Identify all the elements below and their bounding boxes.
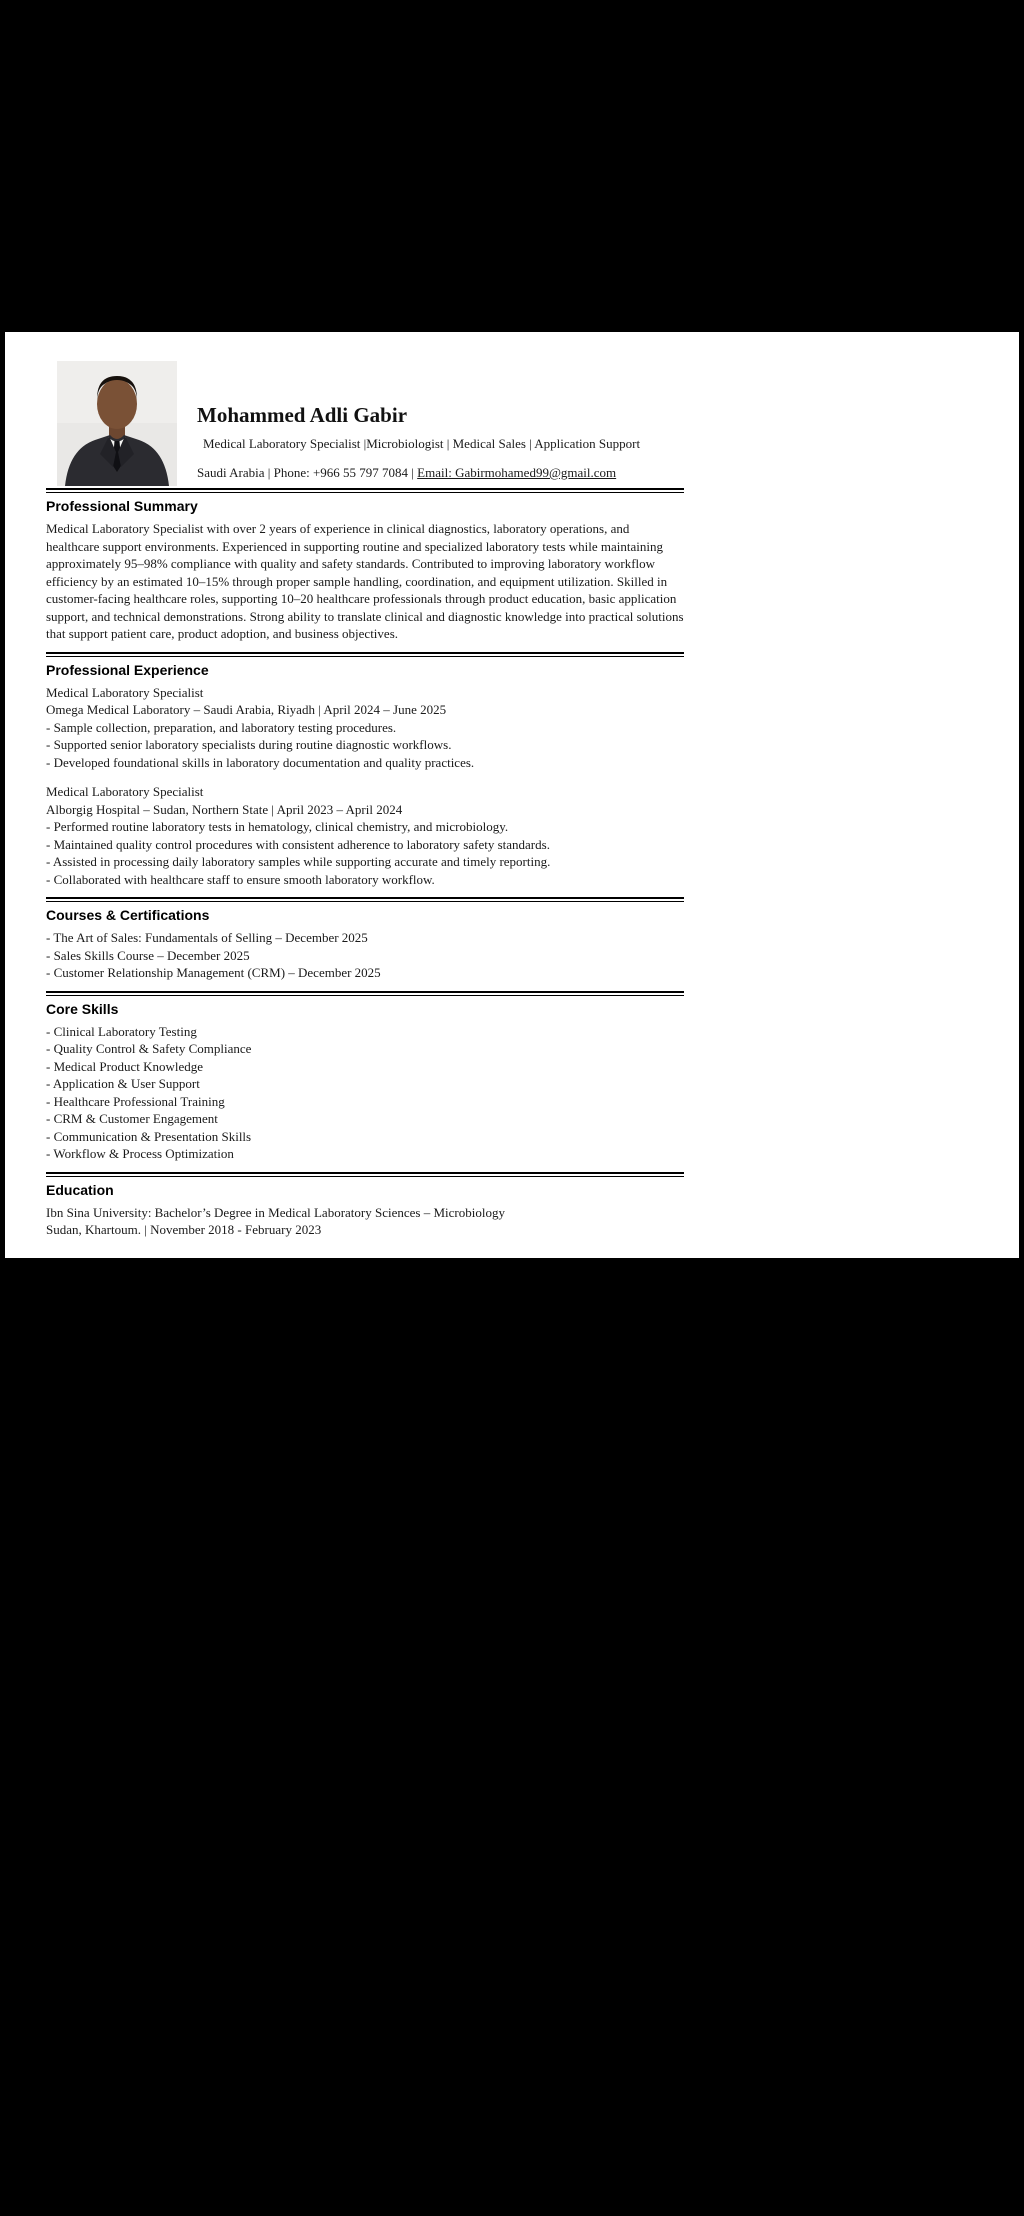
skills-heading: Core Skills — [46, 1000, 119, 1017]
resume-page — [5, 332, 1019, 1258]
job-role: Medical Laboratory Specialist — [46, 684, 204, 700]
skill-item: - Communication & Presentation Skills — [46, 1128, 252, 1144]
skills-list — [46, 1023, 684, 1163]
skill-item: - CRM & Customer Engagement — [46, 1111, 218, 1126]
education-heading: Education — [46, 1181, 114, 1198]
education-lines — [46, 1204, 684, 1239]
job-org-line: Alborgig Hospital – Sudan, Northern State | April 2023 – April 2024 — [46, 801, 403, 817]
resume-header — [46, 332, 1019, 486]
section-divider — [46, 991, 684, 996]
job-role: Medical Laboratory Specialist — [46, 784, 204, 799]
section-divider — [46, 897, 684, 902]
experience-entry — [46, 684, 684, 772]
education-line: Ibn Sina University: Bachelor’s Degree in Medical Laboratory Sciences – Microbiology — [46, 1204, 505, 1220]
summary-text: Medical Laboratory Specialist with over 2 years of experience in clinical diagnostics, laboratory operations, and healthcare support environments. Experienced in supporting routine and specialized laboratory tests while maintaining approximately 95–98% compliance with quality and safety standards. Contributed to improving laboratory workflow efficiency by an estimated 10–15% through proper sample handling, coordination, and equipment utilization. Skilled in customer-facing healthcare roles, supporting 10–20 healthcare professionals through product education, basic application support, and technical demonstrations. Strong ability to translate clinical and diagnostic knowledge into practical solutions that support patient care, product adoption, and business objectives. — [46, 521, 684, 641]
contact-line — [197, 465, 640, 481]
skill-item: - Medical Product Knowledge — [46, 1058, 204, 1074]
experience-bullet-list — [46, 818, 684, 888]
candidate-tagline: Medical Laboratory Specialist |Microbiologist | Medical Sales | Application Support — [203, 436, 641, 451]
experience-bullet: - Performed routine laboratory tests in hematology, clinical chemistry, and microbiology. — [46, 819, 509, 834]
course-item: - Customer Relationship Management (CRM) – December 2025 — [46, 965, 381, 980]
section-divider — [46, 1172, 684, 1177]
experience-bullet: - Collaborated with healthcare staff to ensure smooth laboratory workflow. — [46, 871, 435, 887]
header-text-block — [197, 361, 640, 486]
skill-item: - Clinical Laboratory Testing — [46, 1023, 197, 1039]
experience-bullet: - Maintained quality control procedures with consistent adherence to laboratory safety standards. — [46, 836, 550, 852]
summary-heading: Professional Summary — [46, 498, 198, 514]
section-divider — [46, 488, 684, 493]
person-portrait-icon — [57, 361, 177, 486]
email-link[interactable]: Email: Gabirmohamed99@gmail.com — [417, 465, 617, 480]
experience-bullet: - Supported senior laboratory specialists during routine diagnostic workflows. — [46, 737, 452, 752]
course-item: - Sales Skills Course – December 2025 — [46, 947, 250, 963]
skills-section — [46, 1000, 684, 1163]
courses-section — [46, 906, 684, 982]
skill-item: - Healthcare Professional Training — [46, 1093, 225, 1109]
experience-bullet: - Assisted in processing daily laboratory samples while supporting accurate and timely reporting. — [46, 854, 551, 869]
summary-section — [46, 497, 684, 643]
section-divider — [46, 652, 684, 657]
skill-item: - Quality Control & Safety Compliance — [46, 1041, 252, 1056]
course-item: - The Art of Sales: Fundamentals of Selling – December 2025 — [46, 930, 368, 945]
experience-heading: Professional Experience — [46, 661, 209, 678]
candidate-name: Mohammed Adli Gabir — [197, 403, 408, 427]
profile-photo — [57, 361, 177, 486]
job-org-line: Omega Medical Laboratory – Saudi Arabia, Riyadh | April 2024 – June 2025 — [46, 702, 447, 717]
skill-item: - Workflow & Process Optimization — [46, 1146, 234, 1161]
courses-list — [46, 929, 684, 982]
experience-bullet: - Developed foundational skills in laboratory documentation and quality practices. — [46, 754, 475, 770]
skill-item: - Application & User Support — [46, 1076, 200, 1091]
experience-bullet-list — [46, 719, 684, 772]
experience-section — [46, 661, 684, 889]
education-section — [46, 1181, 684, 1239]
education-line: Sudan, Khartoum. | November 2018 - February 2023 — [46, 1222, 322, 1237]
experience-entry — [46, 783, 684, 888]
experience-bullet: - Sample collection, preparation, and laboratory testing procedures. — [46, 719, 397, 735]
contact-text: Saudi Arabia | Phone: +966 55 797 7084 | — [197, 465, 418, 480]
courses-heading: Courses & Certifications — [46, 907, 210, 923]
